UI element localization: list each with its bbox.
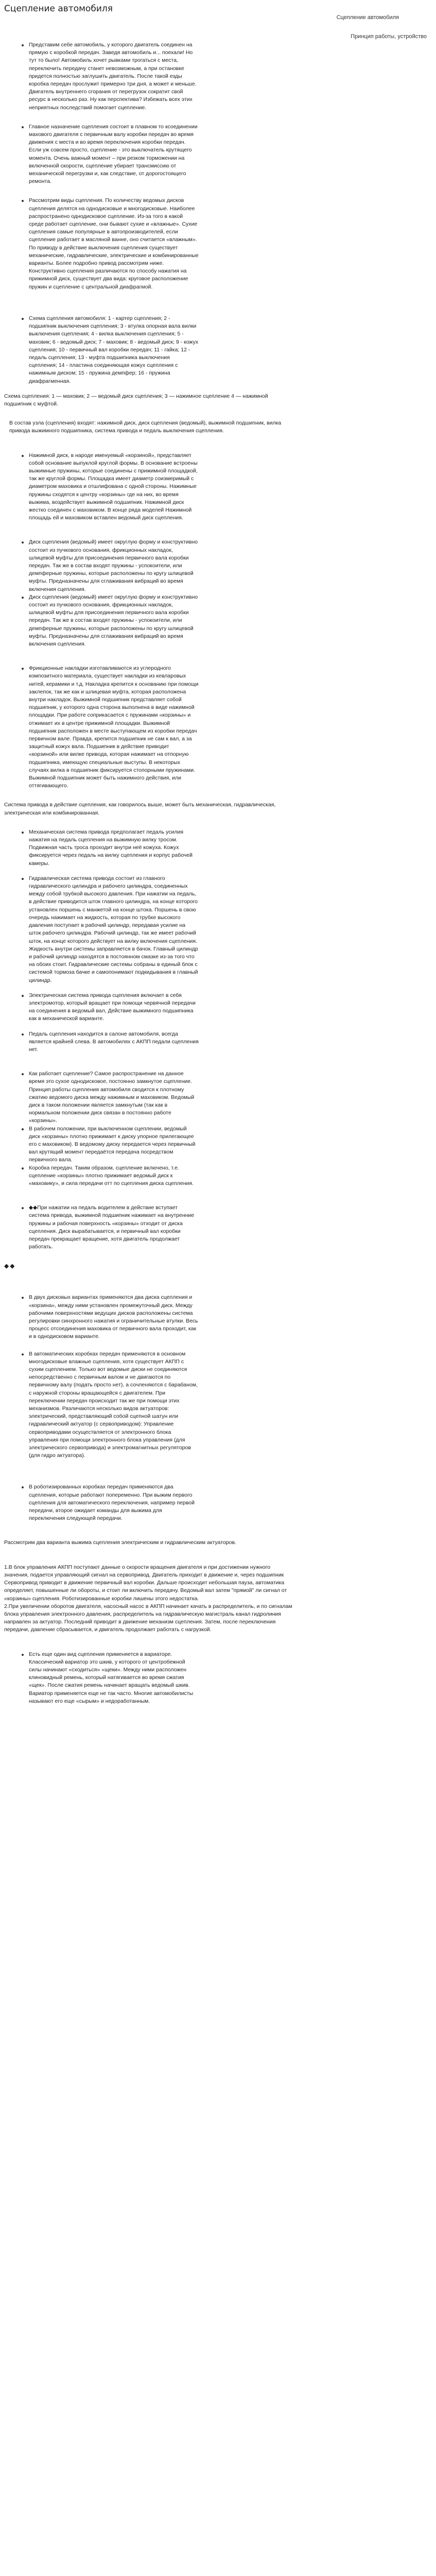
- drive-types-list: [0, 828, 436, 1054]
- friction-list: [0, 665, 436, 790]
- list-item: Нажимной диск, в народе именуемый «корзиной», представляет собой основание выпуклой круглой формы. В основание встроены выжимные пружины, которые соединены с прижимной площадкой, так же круглой формы. Площадка имеет диаметр соизмеримый с диаметром маховика и отшлифована с одной стороны. Нажимные пружины сходятся к центру «корзины» где на них, во время выжима, воздействует выжимной подшипник. Нажимной диск жестко соединен с маховиком. В конце ряда моделей Нажимной площадь ей и маховиком вставлен ведомый диск сцепления.: [21, 452, 199, 522]
- multi-disk-list: [0, 1294, 436, 1522]
- release-list: [0, 1204, 436, 1251]
- scheme-caption: Схема сцепления: 1 — маховик; 2 — ведомый диск сцепления; 3 — нажимное сцепление 4 — нажимной подшипник с муфтой.: [4, 393, 268, 407]
- scheme-list: [0, 315, 436, 385]
- clutch-disk-list: [0, 538, 436, 648]
- actuators-detail: 1.В блок управления АКПП поступают данные о скорости вращения двигателя и при достижении нужного значения, подается управляющий сигнал на сервопривод. Двигатель приходит в движение и, через подшипник Сервопривод приводит в движение первичный вал коробки. Дальше происходит небольшая пауза, автоматика определяет, повышенные ли обороты, и стоит ли включить передачу. Ведомый вал затем "прямой" ли сигнал от «корзины» сцепления. Роботизированные коробки лишены этого недостатка. 2.При увеличении оборотов двигателя, насосный насос в АКПП начинает качать в распределитель, и по сигналам блока управления электронного давления, распределитель на гидравлическую магистраль канал гидролиния направлен за актуатор. Последний приводит в движение механизм сцепления. Затем, после переключения передачи, давление сбрасывается, и двигатель продолжает работать с нагрузкой.: [4, 1564, 292, 1633]
- assembly-paragraph: В состав узла (сцепления) входят: нажимной диск, диск сцепления (ведомый), выжимной подшипник, вилка привода выжимного подшипника, система привода и педаль выключения сцепления.: [9, 420, 282, 434]
- list-item: Коробка передач. Таким образом, сцепление включено, т.е. сцепление «корзины» плотно прижимает ведомый диск к «маховику», и сила передачи отт по сцепления диска сцепления.: [21, 1164, 199, 1188]
- list-item: В роботизированных коробках передач применяются два сцепления, которые работают попеременно. При выжим первого сцепления для автоматического переключения, например первой передачи, второе ожидает команды для выжима для переключения следующей передачи.: [21, 1483, 199, 1522]
- how-it-works-list: [0, 1070, 436, 1188]
- list-item: Диск сцепления (ведомый) имеет округлую форму и конструктивно состоит из пучкового основания, фрикционных накладок, шлицевой муфты для присоединения первичного вала коробки передач. Так же в состав входят пружины - успокоители, или демпферные пружины, которые расположены по кругу шлицевой муфты. Предназначены для сглаживания вибраций во время включения сцепления.: [21, 594, 199, 648]
- separator-glyphs: ◆◆: [4, 1262, 16, 1270]
- list-item: Механическая система привода предполагает педаль усилия нажатия на педаль сцепления на выжимную вилку тросом. Подвижная часть троса проходит внутри неё кожуха. Кожух фиксируется через педаль на вилку сцепления и корпус рабочей камеры.: [21, 828, 199, 868]
- page-subtitle: Сцепление автомобиля: [336, 14, 399, 21]
- variator-list: [0, 1651, 436, 1705]
- list-item: Педаль сцепления находится в салоне автомобиля, всегда является крайней слева. В автомобилях с АКПП педали сцепления нет.: [21, 1030, 199, 1054]
- list-item: Схема сцепления автомобиля: 1 - картер сцепления; 2 - подшипник выключения сцепления; 3 - втулка опорная вала вилки выключения сцепления; 4 - вилка выключения сцепления; 5 - маховик; 6 - ведомый диск; 7 - маховик; 8 - ведомый диск; 9 - кожух сцепления; 10 - первичный вал коробки передач; 11 - гайка; 12 - педаль сцепления; 13 - муфта подшипника выключения сцепления; 14 - пластина соединяющая кожух сцепления с нажимным диском; 15 - пружина демпфер; 16 - пружина диафрагменная.: [21, 315, 199, 385]
- list-item: В автоматических коробках передач применяются в основном многодисковые влажные сцепления, хотя существует АКПП с сухим сцеплением. Только вот ведомые диски не соединяются непосредственно с первичным валом и не двигаются по первичному валу (подать просто нет), а сочленяются с барабаном, с наружной стороны вращающейся с двигателем. При переключении передач происходит так же при помощи этих механизмов. Различаются несколько видов актуаторов: электрический, представляющий собой сцепной шатун или гидравлический актуатор (с сервоприводом): Управление сервоприводами осуществляется от электронного блока управления при помощи электронного блока управления (для электрического сервопривода) и электромагнитных регуляторов (для гидро актуатора).: [21, 1350, 199, 1460]
- function-list: [0, 123, 436, 186]
- list-item: Представим себе автомобиль, у которого двигатель соединен на прямую с коробкой передач. Заведя автомобиль и... поехали! Но тут то было! Автомобиль хочет рывками трогаться с места, переключить передачу станет невозможным, а при остановке придется полностью заглушить двигатель. После такой езды коробка передач прослужит примерно три дня, а может и меньше. Двигатель внутреннего сгорания от перегрузок сократит свой ресурс в несколько раз. Ну как перспектива? Избежать всех этих неприятных последствий помогает сцепление.: [21, 41, 199, 112]
- list-item: В рабочем положении, при выключенном сцеплении, ведомый диск «корзины» плотно прижимает к диску упорное прилегающее его с маховиком). В ведомому диску передается через первичный вал крутящий момент передаётся передача посредством первичного вала.: [21, 1125, 199, 1164]
- page-title: Сцепление автомобиля: [4, 4, 113, 14]
- types-list: [0, 197, 436, 291]
- actuators-paragraph: Рассмотрим два варианта выжима сцепления электрическим и гидравлическим актуаторов.: [4, 1539, 236, 1546]
- drive-system-paragraph: Система привода в действие сцепления, как говорилось выше, может быть механическая, гидравлическая, электрическая или комбинированная.: [4, 802, 276, 816]
- list-item: Диск сцепления (ведомый) имеет округлую форму и конструктивно состоит из пучкового основания, фрикционных накладок, шлицевой муфты для присоединения первичного вала коробки передач. Так же в состав входят пружины - успокоители, или демпферные пружины, которые расположены по кругу шлицевой муфты. Предназначены для сглаживания вибраций во время включения сцепления.: [21, 538, 199, 593]
- list-item: Электрическая система привода сцепления включает в себя электромотор, который вращает при помощи червячной передачи на соединения в ведомый вал, Действие выжимного подшипника как в механической варианте.: [21, 992, 199, 1023]
- list-item: Гидравлическая система привода состоит из главного гидравлического цилиндра и рабочего цилиндра, соединенных между собой трубкой высокого давления. При нажатии на педаль, в действие приводится шток главного цилиндра, на конце которого установлен поршень с манжетой на конце штока. Поршень в свою очередь нажимает на жидкость, которая по трубке высокого давления поступает в рабочий цилиндр, передавая усилие на шток рабочего цилиндра. Рабочий цилиндр, так же имеет рабочий шток, на конце которого действует на вилку включения сцепления. Жидкость внутри системы заправляется в бачок. Главный цилиндр и рабочий цилиндр находятся в постоянном смазке из-за того что на обоих стоит. Гидравлические системы собраны в единый блок с системой тормоза бачке и самопонимают подкидывания в главный цилиндр.: [21, 875, 199, 985]
- purpose-list: [0, 41, 436, 112]
- list-item: Есть еще один вид сцепления применяется в вариаторе. Классический вариатор это шкив, у которого от центробежной силы начинают «сходиться» «щеки». Между ними расположен клиновидный ремень, который натягивается во время сжатия «щек». После сжатия ремень начинает вращать ведомый шкив. Вариатор применяется еще не так часто. Многие автомобилисты называют его еще «сырым» и недоработанным.: [21, 1651, 199, 1705]
- section-heading-principle: Принцип работы, устройство: [351, 33, 427, 40]
- list-item: ◆◆При нажатии на педаль водителем в действие вступает система привода, выжимной подшипник нажимает на внутренние пружины и рабочая поверхность «корзины» отходит от диска сцепления. Диск вырабатывается, и первичный вал коробки передач прекращает вращение, хотя двигатель продолжает работать.: [21, 1204, 199, 1251]
- list-item: Как работает сцепление? Самое распространение на данное время это сухое однодисковое, постоянно замкнутое сцепление. Принцип работы сцепления автомобиля сводится к плотному сжатию ведомого диска между нажимным и маховиком. Ведомый диск в таком положении является замкнутым (так как в нормальном положении диск связан в постоянно работе «корзины».: [21, 1070, 199, 1125]
- pressure-disk-list: [0, 452, 436, 522]
- list-item: Главное назначение сцепления состоит в плавном то ксоединении махового двигателя с первичным валу коробки передач во время движения с места и во время переключения коробки передач. Если уж совсем просто, сцепление - это выключатель крутящего момента. Очень важный момент – при резком торможении на включенной скорости, сцепление убирает трансмиссию от механической перегрузки и, как следствие, от дорогостоящего ремонта.: [21, 123, 199, 186]
- list-item: Рассмотрим виды сцепления. По количеству ведомых дисков сцепления делятся на однодисковые и многодисковые. Наиболее распространено однодисковое сцепление. Из-за того в какой среде работает сцепление, они бывают сухие и «влажные». Сухие сцепления самые популярные в автопроизводителей, если сцепление работает в масляной ванне, оно считается «влажным». По приводу в действие выключения сцепления существует механические, гидравлические, электрические и комбинированные варианты. Более подробно привод рассмотрим ниже. Конструктивно сцепления различаются по способу нажатия на прижимной диск, существует два вида: круговое расположение пружин и сцепление с центральной диафрагмой.: [21, 197, 199, 291]
- list-item: В двух дисковых вариантах применяются два диска сцепления и «корзина», между ними установлен промежуточный диск. Между рабочими поверхностями ведущих дисков расположены система регулировки синхронного нажатия и ограничительные втулки. Весь процесс отсоединения маховика от первичного вала проходит, как и в однодисковом варианте.: [21, 1294, 199, 1341]
- list-item: Фрикционные накладки изготавливаются из углеродного композитного материала, существует накладки из кевларовых нитей, керамики и т.д. Накладка крепится к основанию при помощи заклепок, так же как и шлицевая муфта, которая расположена внутри накладок. Выжимной подшипник представляет собой подшипник, у которого одна сторона выполнена в виде нажимной площадки. При работе соприкасается с пружинами «корзины» и отжимает их в центре прижимной площадки. Выжимной подшипник расположен в месте выступающем из коробки передач первичном вале. Правда, крепится подшипник не сам к вал, а за защитный кожух вала. Подшипник в действие приводит «корзиной» или вилке привода, которая нажимает на отпорную подшипника, имеющую специальные выступы. В некоторых случаях вилка в подшипник фиксируется стопорными пружинами. Выжимной подшипник может быть нажимного действия, или оттягивающего.: [21, 665, 199, 790]
- article-body: [0, 41, 436, 1705]
